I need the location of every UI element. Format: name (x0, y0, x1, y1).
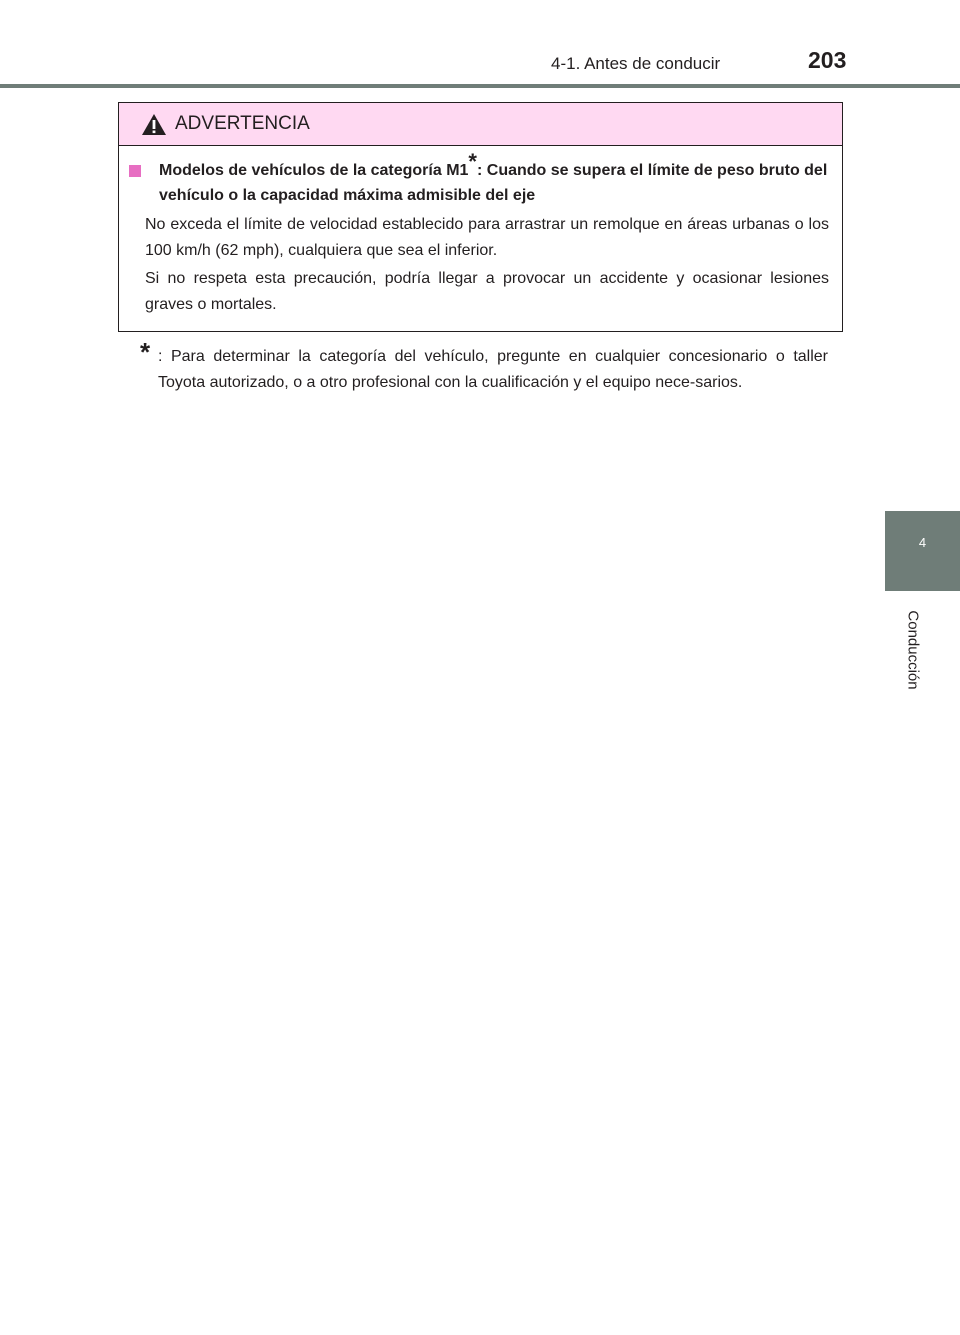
warning-heading (159, 149, 839, 208)
header-divider (0, 84, 960, 88)
warning-heading-asterisk: * (468, 149, 477, 174)
bullet-square-icon (129, 165, 141, 177)
chapter-label-container (905, 600, 921, 700)
warning-header (119, 103, 842, 146)
footnote-asterisk: * (140, 337, 151, 367)
page-number: 203 (808, 47, 847, 73)
warning-heading-part1: Modelos de vehículos de la categoría M1 (159, 162, 469, 179)
warning-box (118, 102, 843, 332)
section-title: 4-1. Antes de conducir (551, 54, 721, 73)
chapter-label: Conducción (904, 610, 922, 690)
warning-heading-part2: : Cuando se supera el límite de peso bruto del vehículo o la capacidad máxima admisible del eje (159, 162, 828, 204)
footnote-text: : Para determinar la categoría del vehículo, pregunte en cualquier concesionario o taller Toyota autorizado, o a otro profesional con la cualificación y el equipo nece-sarios. (158, 348, 828, 391)
chapter-tab (885, 511, 960, 591)
warning-title: ADVERTENCIA (175, 113, 310, 134)
warning-paragraph-1: No exceda el límite de velocidad establecido para arrastrar un remolque en áreas urbanas o los 100 km/h (62 mph), cualquiera que sea el inferior. (145, 216, 829, 259)
warning-paragraph-2: Si no respeta esta precaución, podría llegar a provocar un accidente y ocasionar lesiones graves o mortales. (145, 270, 829, 313)
warning-triangle-icon (141, 113, 167, 136)
chapter-number: 4 (918, 535, 927, 550)
